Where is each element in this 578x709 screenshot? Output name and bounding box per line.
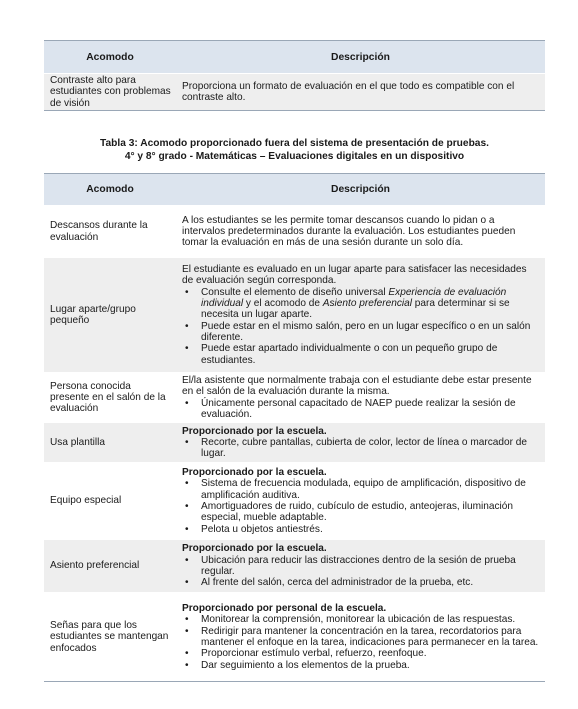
row-description: Proporciona un formato de evaluación en el que todo es compatible con el contraste alto.: [176, 74, 545, 111]
row-description: [176, 373, 545, 423]
list-item: • Redirigir para mantener la concentración en la tarea, recordatorios para mantener el enfoque en la tarea, indicaciones para permanecer en la tarea.: [182, 626, 539, 649]
list-item: • Dar seguimiento a los elementos de la prueba.: [182, 660, 539, 671]
header-descripcion: Descripción: [176, 41, 545, 74]
row-name: Usa plantilla: [44, 423, 176, 463]
row-intro: A los estudiantes se les permite tomar descansos cuando lo pidan o a intervalos predeterminados durante la evaluación. Los estudiantes pueden tomar la evaluación en más de una sesión durante un solo día.: [182, 214, 516, 249]
table-caption: [44, 138, 545, 163]
header-acomodo: Acomodo: [44, 174, 176, 206]
table-accommodations: [44, 173, 545, 682]
row-name: Lugar aparte/grupo pequeño: [44, 258, 176, 373]
table-row: [44, 540, 545, 593]
caption-line-2: 4° y 8° grado - Matemáticas – Evaluaciones digitales en un dispositivo: [124, 150, 465, 162]
header-acomodo: Acomodo: [44, 41, 176, 74]
list-item: • Puede estar apartado individualmente o con un pequeño grupo de estudiantes.: [182, 343, 539, 366]
list-item: • Consulte el elemento de diseño universal Experiencia de evaluación individual y el acomodo de Asiento preferencial para determinar si se necesita un lugar aparte.: [182, 287, 539, 321]
bullet-list: [182, 614, 539, 670]
row-description: [176, 540, 545, 593]
row-description: [176, 463, 545, 540]
table-row: [44, 463, 545, 540]
row-intro: Proporcionado por la escuela.: [182, 425, 327, 437]
row-intro: El estudiante es evaluado en un lugar aparte para satisfacer las necesidades de evaluación según corresponda.: [182, 264, 527, 287]
bullet-list: [182, 398, 539, 421]
row-name: Asiento preferencial: [44, 540, 176, 593]
row-name: Señas para que los estudiantes se mantengan enfocados: [44, 593, 176, 682]
list-item: • Puede estar en el mismo salón, pero en un lugar específico o en un salón diferente.: [182, 321, 539, 344]
list-item: • Al frente del salón, cerca del administrador de la prueba, etc.: [182, 577, 539, 588]
row-intro: El/la asistente que normalmente trabaja con el estudiante debe estar presente en el salón de la evaluación durante la misma.: [182, 374, 532, 398]
list-item: • Recorte, cubre pantallas, cubierta de color, lector de línea o marcador de lugar.: [182, 437, 539, 460]
bullet-list: [182, 287, 539, 366]
table-row: [44, 373, 545, 423]
row-description: [176, 258, 545, 373]
row-name: Contraste alto para estudiantes con problemas de visión: [44, 74, 176, 111]
caption-line-1: Tabla 3: Acomodo proporcionado fuera del sistema de presentación de pruebas.: [100, 138, 489, 149]
row-description: [176, 593, 545, 682]
table-row: [44, 74, 545, 111]
list-item: • Pelota u objetos antiestrés.: [182, 524, 539, 535]
row-name: Persona conocida presente en el salón de la evaluación: [44, 373, 176, 423]
list-item: • Amortiguadores de ruido, cubículo de estudio, anteojeras, iluminación especial, mueble adaptable.: [182, 501, 539, 524]
list-item: • Ubicación para reducir las distracciones dentro de la sesión de prueba regular.: [182, 555, 539, 578]
list-item: • Monitorear la comprensión, monitorear la ubicación de las respuestas.: [182, 614, 539, 625]
list-item: • Sistema de frecuencia modulada, equipo de amplificación, dispositivo de amplificación auditiva.: [182, 478, 539, 501]
row-name: Equipo especial: [44, 463, 176, 540]
bullet-list: [182, 555, 539, 589]
list-item: • Únicamente personal capacitado de NAEP puede realizar la sesión de evaluación.: [182, 398, 539, 421]
row-description: [176, 206, 545, 258]
row-description: [176, 423, 545, 463]
list-item: • Proporcionar estímulo verbal, refuerzo, reenfoque.: [182, 648, 539, 659]
row-intro: Proporcionado por la escuela.: [182, 543, 327, 555]
table-high-contrast: [44, 40, 545, 111]
table-row: [44, 593, 545, 682]
header-descripcion: Descripción: [176, 174, 545, 206]
table-row: [44, 206, 545, 258]
row-name: Descansos durante la evaluación: [44, 206, 176, 258]
row-intro: Proporcionado por personal de la escuela.: [182, 603, 387, 615]
table-row: [44, 258, 545, 373]
row-intro: Proporcionado por la escuela.: [182, 467, 327, 479]
table-row: [44, 423, 545, 463]
bullet-list: [182, 437, 539, 460]
bullet-list: [182, 478, 539, 534]
